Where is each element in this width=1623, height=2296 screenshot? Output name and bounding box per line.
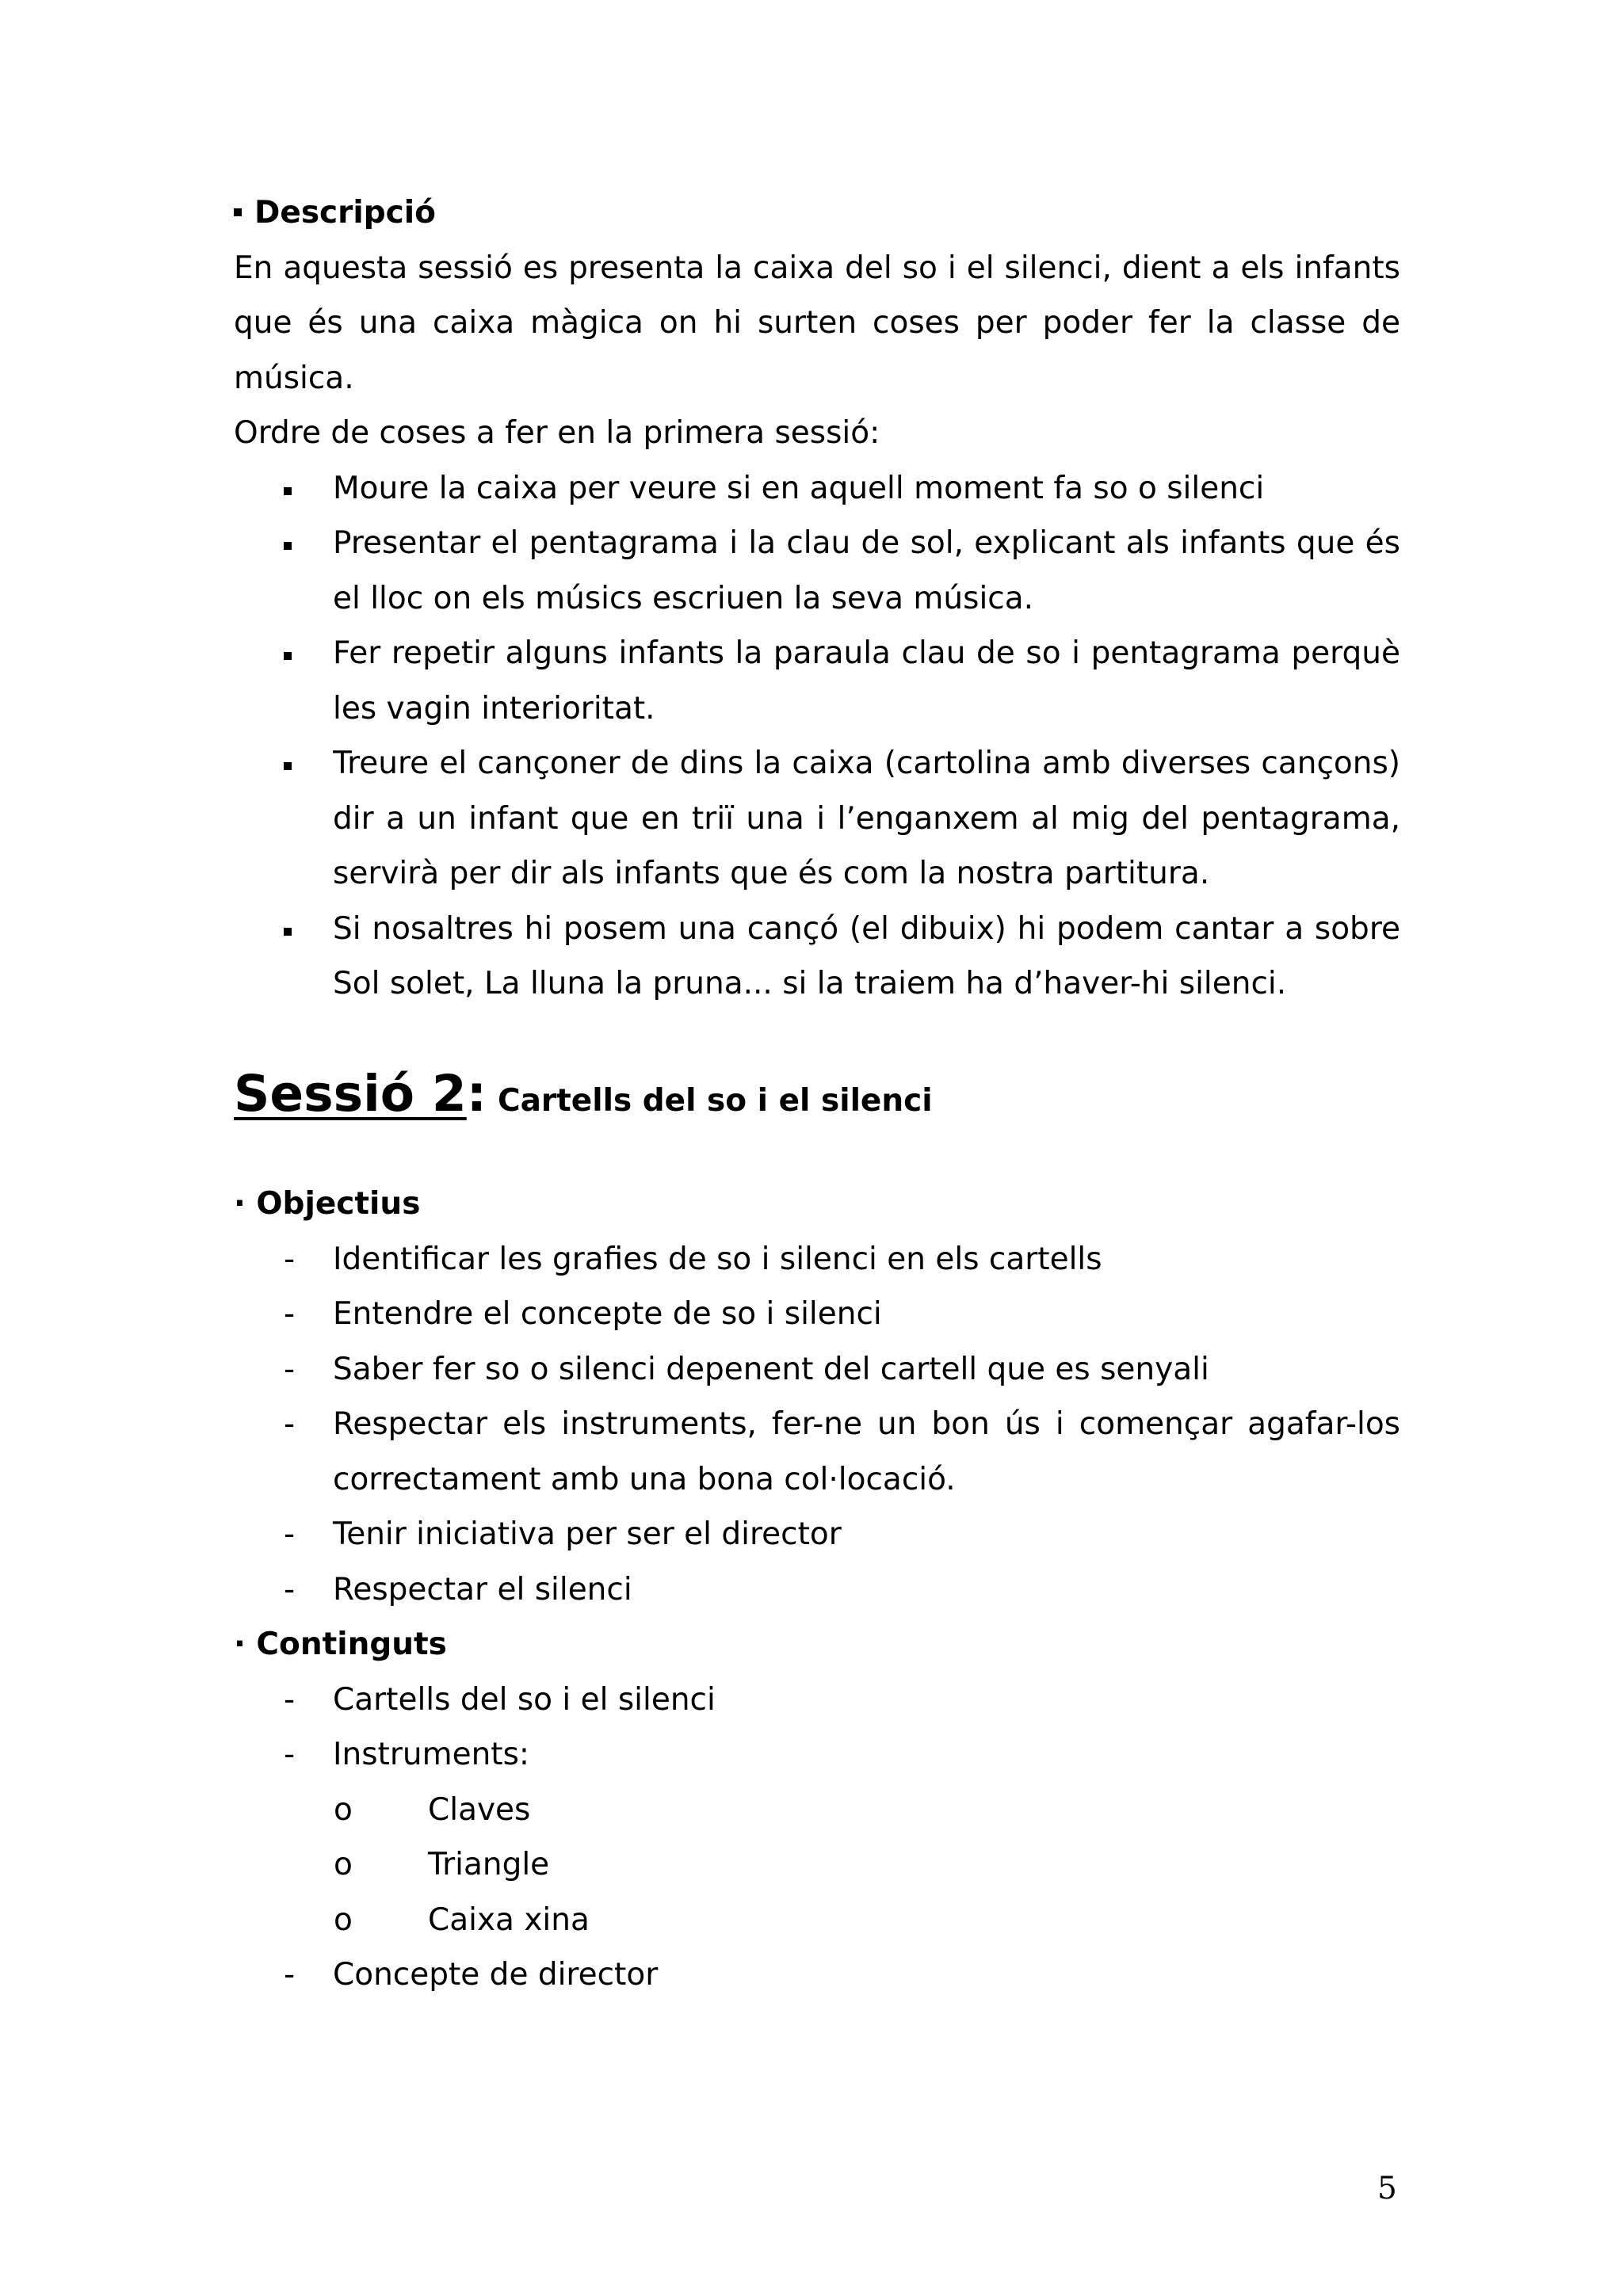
square-bullet-icon (284, 736, 292, 791)
list-item (234, 1507, 1400, 1562)
dash-bullet-icon: - (284, 1406, 296, 1442)
list-item-line: Treure el cançoner de dins la caixa (cartolina amb diverses cançons) (333, 746, 1400, 781)
square-bullet-icon (234, 208, 242, 216)
list-item (234, 1947, 1400, 2003)
list-item-line: Si nosaltres hi posem una cançó (el dibuix) hi podem cantar a sobre (333, 910, 1400, 947)
list-item-line: correctament amb una bona col·locació. (333, 1461, 956, 1497)
descripcio-paragraph-line: que és una caixa màgica on hi surten coses per poder fer la classe de (234, 305, 1400, 341)
list-item (234, 1342, 1400, 1398)
objectius-list (234, 1232, 1400, 1618)
list-item (234, 1672, 1400, 1728)
list-item-line: Concepte de director (333, 1957, 659, 1993)
list-item (234, 736, 1400, 902)
square-bullet-icon (284, 626, 292, 681)
list-item-line: Respectar els instruments, fer-ne un bon ús i començar agafar-los (333, 1406, 1400, 1442)
descripcio-list (234, 461, 1400, 1012)
dash-bullet-icon: - (284, 1241, 296, 1277)
list-item-line: Sol solet, La lluna la pruna... si la traiem ha d’haver-hi silenci. (333, 966, 1287, 1001)
dash-bullet-icon: - (284, 1681, 296, 1718)
dash-bullet-icon: - (284, 1571, 296, 1608)
continguts-list (234, 1672, 1400, 2003)
page-content (234, 185, 1400, 2003)
descripcio-heading: Descripció (234, 185, 1400, 241)
list-item-line: les vagin interioritat. (333, 690, 655, 727)
circle-bullet-icon: o (334, 1847, 353, 1882)
session-title (234, 1066, 1400, 1122)
list-item-line: Entendre el concepte de so i silenci (333, 1296, 882, 1332)
list-item-line: Tenir iniciativa per ser el director (333, 1516, 842, 1552)
list-item-line: Respectar el silenci (333, 1571, 632, 1608)
list-item (234, 1562, 1400, 1618)
sub-list-item (234, 1837, 1400, 1893)
square-bullet-icon (284, 461, 292, 517)
list-item (234, 1287, 1400, 1342)
list-item-line: el lloc on els músics escriuen la seva música. (333, 580, 1034, 616)
circle-bullet-icon: o (334, 1901, 353, 1938)
square-bullet-icon (284, 516, 292, 571)
list-item (234, 1727, 1400, 1783)
square-bullet-icon (284, 902, 292, 957)
dash-bullet-icon: - (284, 1516, 296, 1552)
list-item (234, 902, 1400, 1012)
list-item (234, 461, 1400, 517)
dash-bullet-icon: - (284, 1296, 296, 1332)
list-item-line: dir a un infant que en triï una i l’enganxem al mig del pentagrama, (333, 800, 1400, 837)
middle-dot-bullet-icon: · (234, 1627, 246, 1662)
list-item-line: servirà per dir als infants que és com la nostra partitura. (333, 856, 1210, 891)
continguts-heading: · Continguts (234, 1627, 447, 1662)
descripcio-paragraph-line: música. (234, 360, 354, 396)
list-item (234, 626, 1400, 736)
list-item (234, 1397, 1400, 1507)
list-item-line: Cartells del so i el silenci (333, 1681, 716, 1718)
page-number: 5 (1377, 2171, 1397, 2206)
instrument-name: Triangle (428, 1847, 550, 1882)
list-item-line: Identificar les grafies de so i silenci en els cartells (333, 1241, 1102, 1277)
session-subtitle: Cartells del so i el silenci (497, 1083, 933, 1119)
session-label: Sessió 2: (234, 1065, 487, 1123)
dash-bullet-icon: - (284, 1737, 296, 1772)
sub-list-item (234, 1893, 1400, 1948)
list-item-line: Presentar el pentagrama i la clau de sol, explicant als infants que és (333, 525, 1400, 561)
list-item (234, 1232, 1400, 1287)
descripcio-paragraph-line: En aquesta sessió es presenta la caixa del so i el silenci, dient a els infants (234, 250, 1400, 286)
list-item-line: Saber fer so o silenci depenent del cartell que es senyali (333, 1351, 1209, 1387)
dash-bullet-icon: - (284, 1351, 296, 1387)
list-item (234, 516, 1400, 626)
middle-dot-bullet-icon: · (234, 1186, 246, 1222)
sub-list-item (234, 1783, 1400, 1838)
dash-bullet-icon: - (284, 1957, 296, 1993)
instrument-name: Claves (428, 1791, 531, 1828)
list-item-line: Instruments: (333, 1737, 530, 1772)
instrument-name: Caixa xina (428, 1901, 590, 1938)
descripcio-intro: Ordre de coses a fer en la primera sessió: (234, 415, 880, 451)
objectius-heading: · Objectius (234, 1186, 421, 1222)
list-item-line: Moure la caixa per veure si en aquell moment fa so o silenci (333, 470, 1265, 506)
circle-bullet-icon: o (334, 1791, 353, 1828)
list-item-line: Fer repetir alguns infants la paraula clau de so i pentagrama perquè (333, 635, 1400, 671)
